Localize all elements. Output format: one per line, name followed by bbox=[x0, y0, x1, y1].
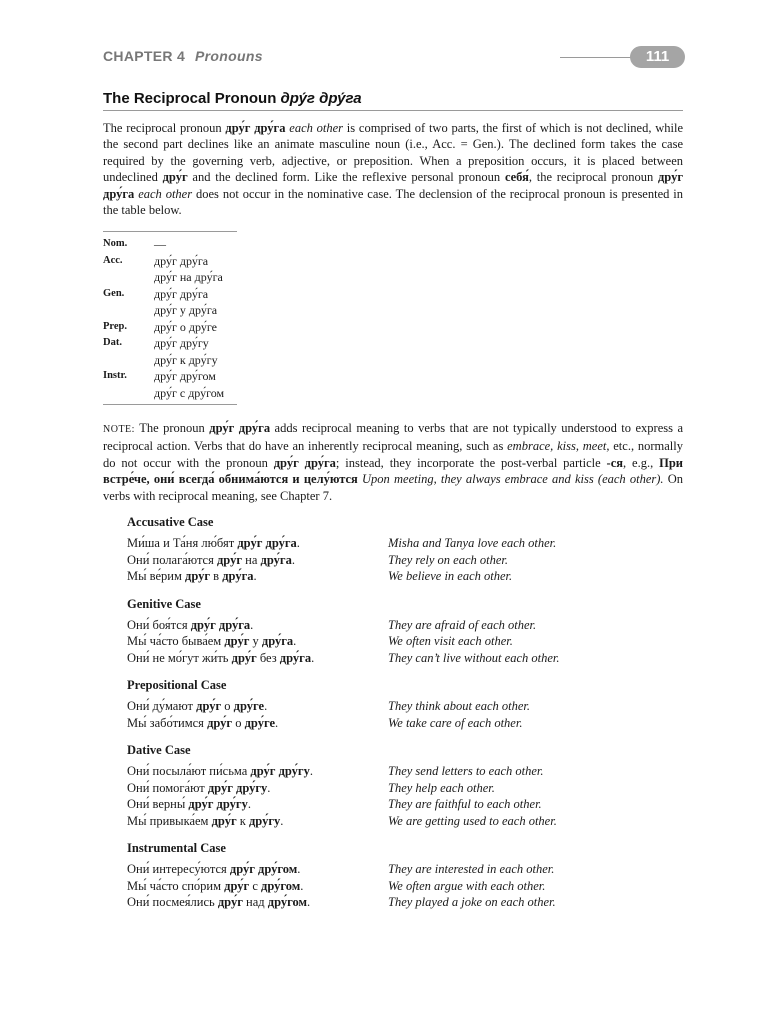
example-text: . bbox=[311, 650, 315, 665]
intro-term: дру́г дру́га bbox=[225, 121, 286, 135]
declension-row bbox=[103, 236, 237, 253]
case-form: дру́г о дру́ге bbox=[154, 319, 217, 334]
example-text: . bbox=[307, 895, 311, 909]
note-example-ru: При встре́че, они́ всегда́ обнима́ются и целу́ются bbox=[103, 455, 683, 487]
note-example-en: Upon meeting, they always embrace and kiss (each other). bbox=[362, 472, 664, 487]
example-english: We often visit each other. bbox=[388, 634, 513, 648]
example-text: у bbox=[249, 634, 262, 648]
example-text: Мы́ забо́тимся bbox=[127, 715, 208, 730]
declension-row bbox=[103, 269, 237, 286]
example-text: к bbox=[236, 813, 249, 828]
chapter-heading bbox=[103, 48, 263, 64]
case-form: дру́г к дру́гу bbox=[154, 352, 218, 367]
title-rule bbox=[103, 110, 683, 111]
example-text: . bbox=[275, 715, 279, 730]
example-text: . bbox=[309, 764, 313, 778]
example-russian bbox=[127, 617, 388, 634]
example-russian bbox=[127, 796, 388, 813]
example-text: Они́ не мо́гут жи́ть bbox=[127, 650, 232, 665]
example-group bbox=[127, 514, 687, 585]
example-row bbox=[127, 861, 687, 878]
section-title-term: дру́г дру́га bbox=[280, 90, 362, 107]
example-pronoun: дру́г дру́га bbox=[237, 536, 297, 550]
example-text: Ми́ша и Та́ня лю́бят bbox=[127, 536, 238, 550]
intro-gloss: each other bbox=[134, 186, 193, 201]
example-text: Они́ боя́тся bbox=[127, 617, 191, 632]
example-pronoun: дру́гом bbox=[267, 895, 308, 909]
declension-row bbox=[103, 319, 237, 336]
example-pronoun: дру́г bbox=[211, 813, 237, 828]
example-text: Они́ полага́ются bbox=[127, 552, 217, 567]
example-russian bbox=[127, 650, 388, 667]
case-form: — bbox=[154, 237, 166, 251]
example-english: They send letters to each other. bbox=[388, 764, 544, 778]
example-group bbox=[127, 596, 687, 667]
example-pronoun: дру́га bbox=[261, 634, 294, 648]
example-row bbox=[127, 552, 687, 569]
example-text: Мы́ ча́сто спо́рим bbox=[127, 878, 225, 893]
intro-paragraph bbox=[103, 120, 683, 218]
example-pronoun: дру́г bbox=[231, 650, 257, 665]
example-text: . bbox=[297, 862, 301, 876]
example-pronoun: дру́г bbox=[224, 878, 250, 893]
group-title: Prepositional Case bbox=[127, 678, 227, 692]
running-header bbox=[103, 48, 683, 68]
example-text: . bbox=[280, 813, 284, 828]
declension-row bbox=[103, 335, 237, 352]
example-pronoun: дру́г bbox=[217, 895, 243, 909]
example-text: Они́ помога́ют bbox=[127, 780, 208, 795]
intro-text: is comprised of two parts, the first of which is not declined, while the second part declines like an animate masculine noun (i.e., Acc. = Gen.). The declined form takes the case required by the governing verb, adjective, or preposition. When a preposition occurs, it is placed between undeclined bbox=[103, 121, 684, 185]
case-form: дру́г у дру́га bbox=[154, 303, 218, 317]
example-text: Мы́ ве́рим bbox=[127, 569, 185, 583]
example-english: We often argue with each other. bbox=[388, 878, 546, 893]
declension-row bbox=[103, 302, 237, 319]
example-russian bbox=[127, 715, 388, 732]
example-text: с bbox=[249, 878, 262, 893]
example-text: о bbox=[232, 715, 245, 730]
example-group bbox=[127, 840, 687, 911]
example-pronoun: дру́га bbox=[260, 552, 292, 567]
example-pronoun: дру́га bbox=[222, 569, 254, 583]
example-row bbox=[127, 650, 687, 667]
intro-term: дру́г дру́га bbox=[103, 170, 683, 201]
group-title: Accusative Case bbox=[127, 515, 214, 529]
example-russian bbox=[127, 861, 388, 878]
example-text: . bbox=[300, 878, 304, 893]
case-label bbox=[103, 269, 154, 286]
case-label bbox=[103, 385, 154, 402]
group-title: Genitive Case bbox=[127, 596, 201, 611]
group-title: Instrumental Case bbox=[127, 841, 226, 855]
case-label bbox=[103, 302, 154, 319]
example-row bbox=[127, 617, 687, 634]
example-row bbox=[127, 878, 687, 895]
group-title: Dative Case bbox=[127, 743, 191, 757]
example-text: над bbox=[242, 895, 268, 909]
case-label: Dat. bbox=[103, 337, 122, 348]
example-english: They rely on each other. bbox=[388, 552, 508, 567]
example-row bbox=[127, 633, 687, 650]
example-english: They are faithful to each other. bbox=[388, 797, 542, 811]
intro-text: does not occur in the nominative case. The declension of the reciprocal pronoun is presented in the table below. bbox=[103, 186, 684, 218]
example-pronoun: дру́г bbox=[224, 634, 250, 648]
example-pronoun: дру́г дру́гом bbox=[229, 862, 298, 876]
example-text: . bbox=[250, 617, 254, 632]
note-gloss: embrace, kiss, meet, bbox=[507, 439, 610, 454]
example-english: Misha and Tanya love each other. bbox=[388, 536, 557, 550]
example-text: . bbox=[267, 780, 271, 795]
example-english: They played a joke on each other. bbox=[388, 895, 556, 909]
example-text: Они́ верны́ bbox=[127, 797, 189, 811]
example-english: They are afraid of each other. bbox=[388, 617, 537, 632]
example-russian bbox=[127, 763, 388, 780]
case-label: Gen. bbox=[103, 287, 125, 299]
example-russian bbox=[127, 894, 388, 911]
note-term: дру́г дру́га bbox=[273, 455, 336, 470]
example-pronoun: дру́гу bbox=[248, 813, 281, 828]
example-text: . bbox=[253, 569, 257, 583]
example-row bbox=[127, 894, 687, 911]
example-text: . bbox=[291, 552, 295, 567]
example-text: о bbox=[221, 699, 234, 713]
example-pronoun: дру́гом bbox=[261, 878, 301, 893]
declension-row bbox=[103, 253, 237, 270]
example-row bbox=[127, 780, 687, 797]
example-english: We are getting used to each other. bbox=[388, 813, 557, 828]
example-text: Они́ интересу́ются bbox=[127, 862, 230, 876]
case-label: Prep. bbox=[103, 320, 128, 332]
example-row bbox=[127, 763, 687, 780]
example-row bbox=[127, 813, 687, 830]
example-pronoun: дру́г bbox=[185, 569, 211, 583]
intro-text: The reciprocal pronoun bbox=[103, 121, 226, 135]
example-text: Мы́ ча́сто быва́ем bbox=[127, 634, 225, 648]
case-label: Acc. bbox=[103, 254, 123, 266]
example-russian bbox=[127, 878, 388, 895]
note-text: etc., normally do not occur with the pronoun bbox=[103, 439, 683, 470]
case-label: Instr. bbox=[103, 370, 127, 381]
note-text: ; instead, they incorporate the post-verbal particle bbox=[335, 455, 607, 470]
example-english: They can’t live without each other. bbox=[388, 650, 560, 665]
example-text: . bbox=[296, 536, 300, 550]
note-paragraph bbox=[103, 420, 683, 504]
example-text: . bbox=[247, 797, 251, 811]
example-russian bbox=[127, 633, 388, 650]
declension-row bbox=[103, 385, 237, 402]
case-label bbox=[103, 352, 154, 369]
declension-row bbox=[103, 286, 237, 303]
example-pronoun: дру́г bbox=[216, 552, 243, 567]
declension-row bbox=[103, 352, 237, 369]
example-row bbox=[127, 535, 687, 552]
note-term: -ся bbox=[606, 455, 624, 470]
case-form: дру́г на дру́га bbox=[154, 270, 223, 284]
example-row bbox=[127, 796, 687, 813]
example-row bbox=[127, 568, 687, 585]
example-text: Мы́ привыка́ем bbox=[127, 813, 212, 828]
example-russian bbox=[127, 552, 388, 569]
case-form: дру́г дру́га bbox=[154, 253, 209, 268]
example-text: . bbox=[264, 699, 268, 713]
example-group bbox=[127, 677, 687, 731]
declension-row bbox=[103, 368, 237, 385]
example-text: . bbox=[293, 634, 297, 648]
example-russian bbox=[127, 813, 388, 830]
note-label: NOTE: bbox=[103, 424, 135, 435]
example-pronoun: дру́г дру́га bbox=[190, 617, 251, 632]
example-text: Они́ посмея́лись bbox=[127, 895, 218, 909]
example-russian bbox=[127, 698, 388, 715]
example-pronoun: дру́г дру́гу bbox=[188, 797, 248, 811]
intro-term: дру́г bbox=[162, 170, 188, 185]
case-form: дру́г дру́га bbox=[154, 286, 209, 301]
example-row bbox=[127, 715, 687, 732]
note-term: дру́г дру́га bbox=[209, 421, 271, 435]
example-pronoun: дру́г дру́гу bbox=[250, 764, 310, 778]
case-label: Nom. bbox=[103, 238, 128, 249]
example-text: Они́ посыла́ют пи́сьма bbox=[127, 764, 251, 778]
note-text: On verbs with reciprocal meaning, see Chapter 7. bbox=[103, 472, 684, 503]
intro-text: and the declined form. Like the reflexive personal pronoun bbox=[187, 170, 505, 185]
intro-term: себя́ bbox=[504, 170, 529, 185]
section-title-main: The Reciprocal Pronoun bbox=[103, 90, 277, 107]
example-russian bbox=[127, 535, 388, 552]
example-groups bbox=[127, 514, 687, 922]
example-english: We believe in each other. bbox=[388, 569, 513, 583]
page-number-badge: 111 bbox=[630, 46, 685, 68]
example-english: They think about each other. bbox=[388, 699, 530, 713]
example-group bbox=[127, 742, 687, 829]
example-pronoun: дру́ге bbox=[233, 699, 265, 713]
example-english: We take care of each other. bbox=[388, 715, 523, 730]
example-russian bbox=[127, 780, 388, 797]
example-pronoun: дру́г bbox=[196, 699, 222, 713]
case-form: дру́г дру́гу bbox=[154, 336, 209, 350]
example-pronoun: дру́г bbox=[207, 715, 233, 730]
example-text: на bbox=[242, 552, 261, 567]
note-text: adds reciprocal meaning to verbs that are not typically understood to express a reciprocal action. Verbs that do have an inherently reciprocal meaning, such as bbox=[103, 421, 684, 454]
example-text: в bbox=[210, 569, 223, 583]
example-pronoun: дру́г дру́гу bbox=[207, 780, 268, 795]
section-title bbox=[103, 90, 362, 107]
chapter-title: Pronouns bbox=[195, 48, 263, 64]
example-text: Они́ ду́мают bbox=[127, 699, 197, 713]
example-russian bbox=[127, 568, 388, 585]
example-text: без bbox=[256, 650, 280, 665]
case-form: дру́г с дру́гом bbox=[154, 385, 225, 400]
example-row bbox=[127, 698, 687, 715]
chapter-number: CHAPTER 4 bbox=[103, 48, 186, 64]
note-text: , e.g., bbox=[623, 455, 660, 470]
intro-gloss: each other bbox=[285, 121, 344, 135]
example-english: They are interested in each other. bbox=[388, 862, 555, 876]
declension-table bbox=[103, 231, 237, 405]
note-text: The pronoun bbox=[134, 421, 210, 435]
case-form: дру́г дру́гом bbox=[154, 369, 216, 383]
example-pronoun: дру́га bbox=[279, 650, 312, 665]
example-pronoun: дру́ге bbox=[244, 715, 276, 730]
intro-text: , the reciprocal pronoun bbox=[528, 170, 658, 185]
example-english: They help each other. bbox=[388, 780, 495, 795]
